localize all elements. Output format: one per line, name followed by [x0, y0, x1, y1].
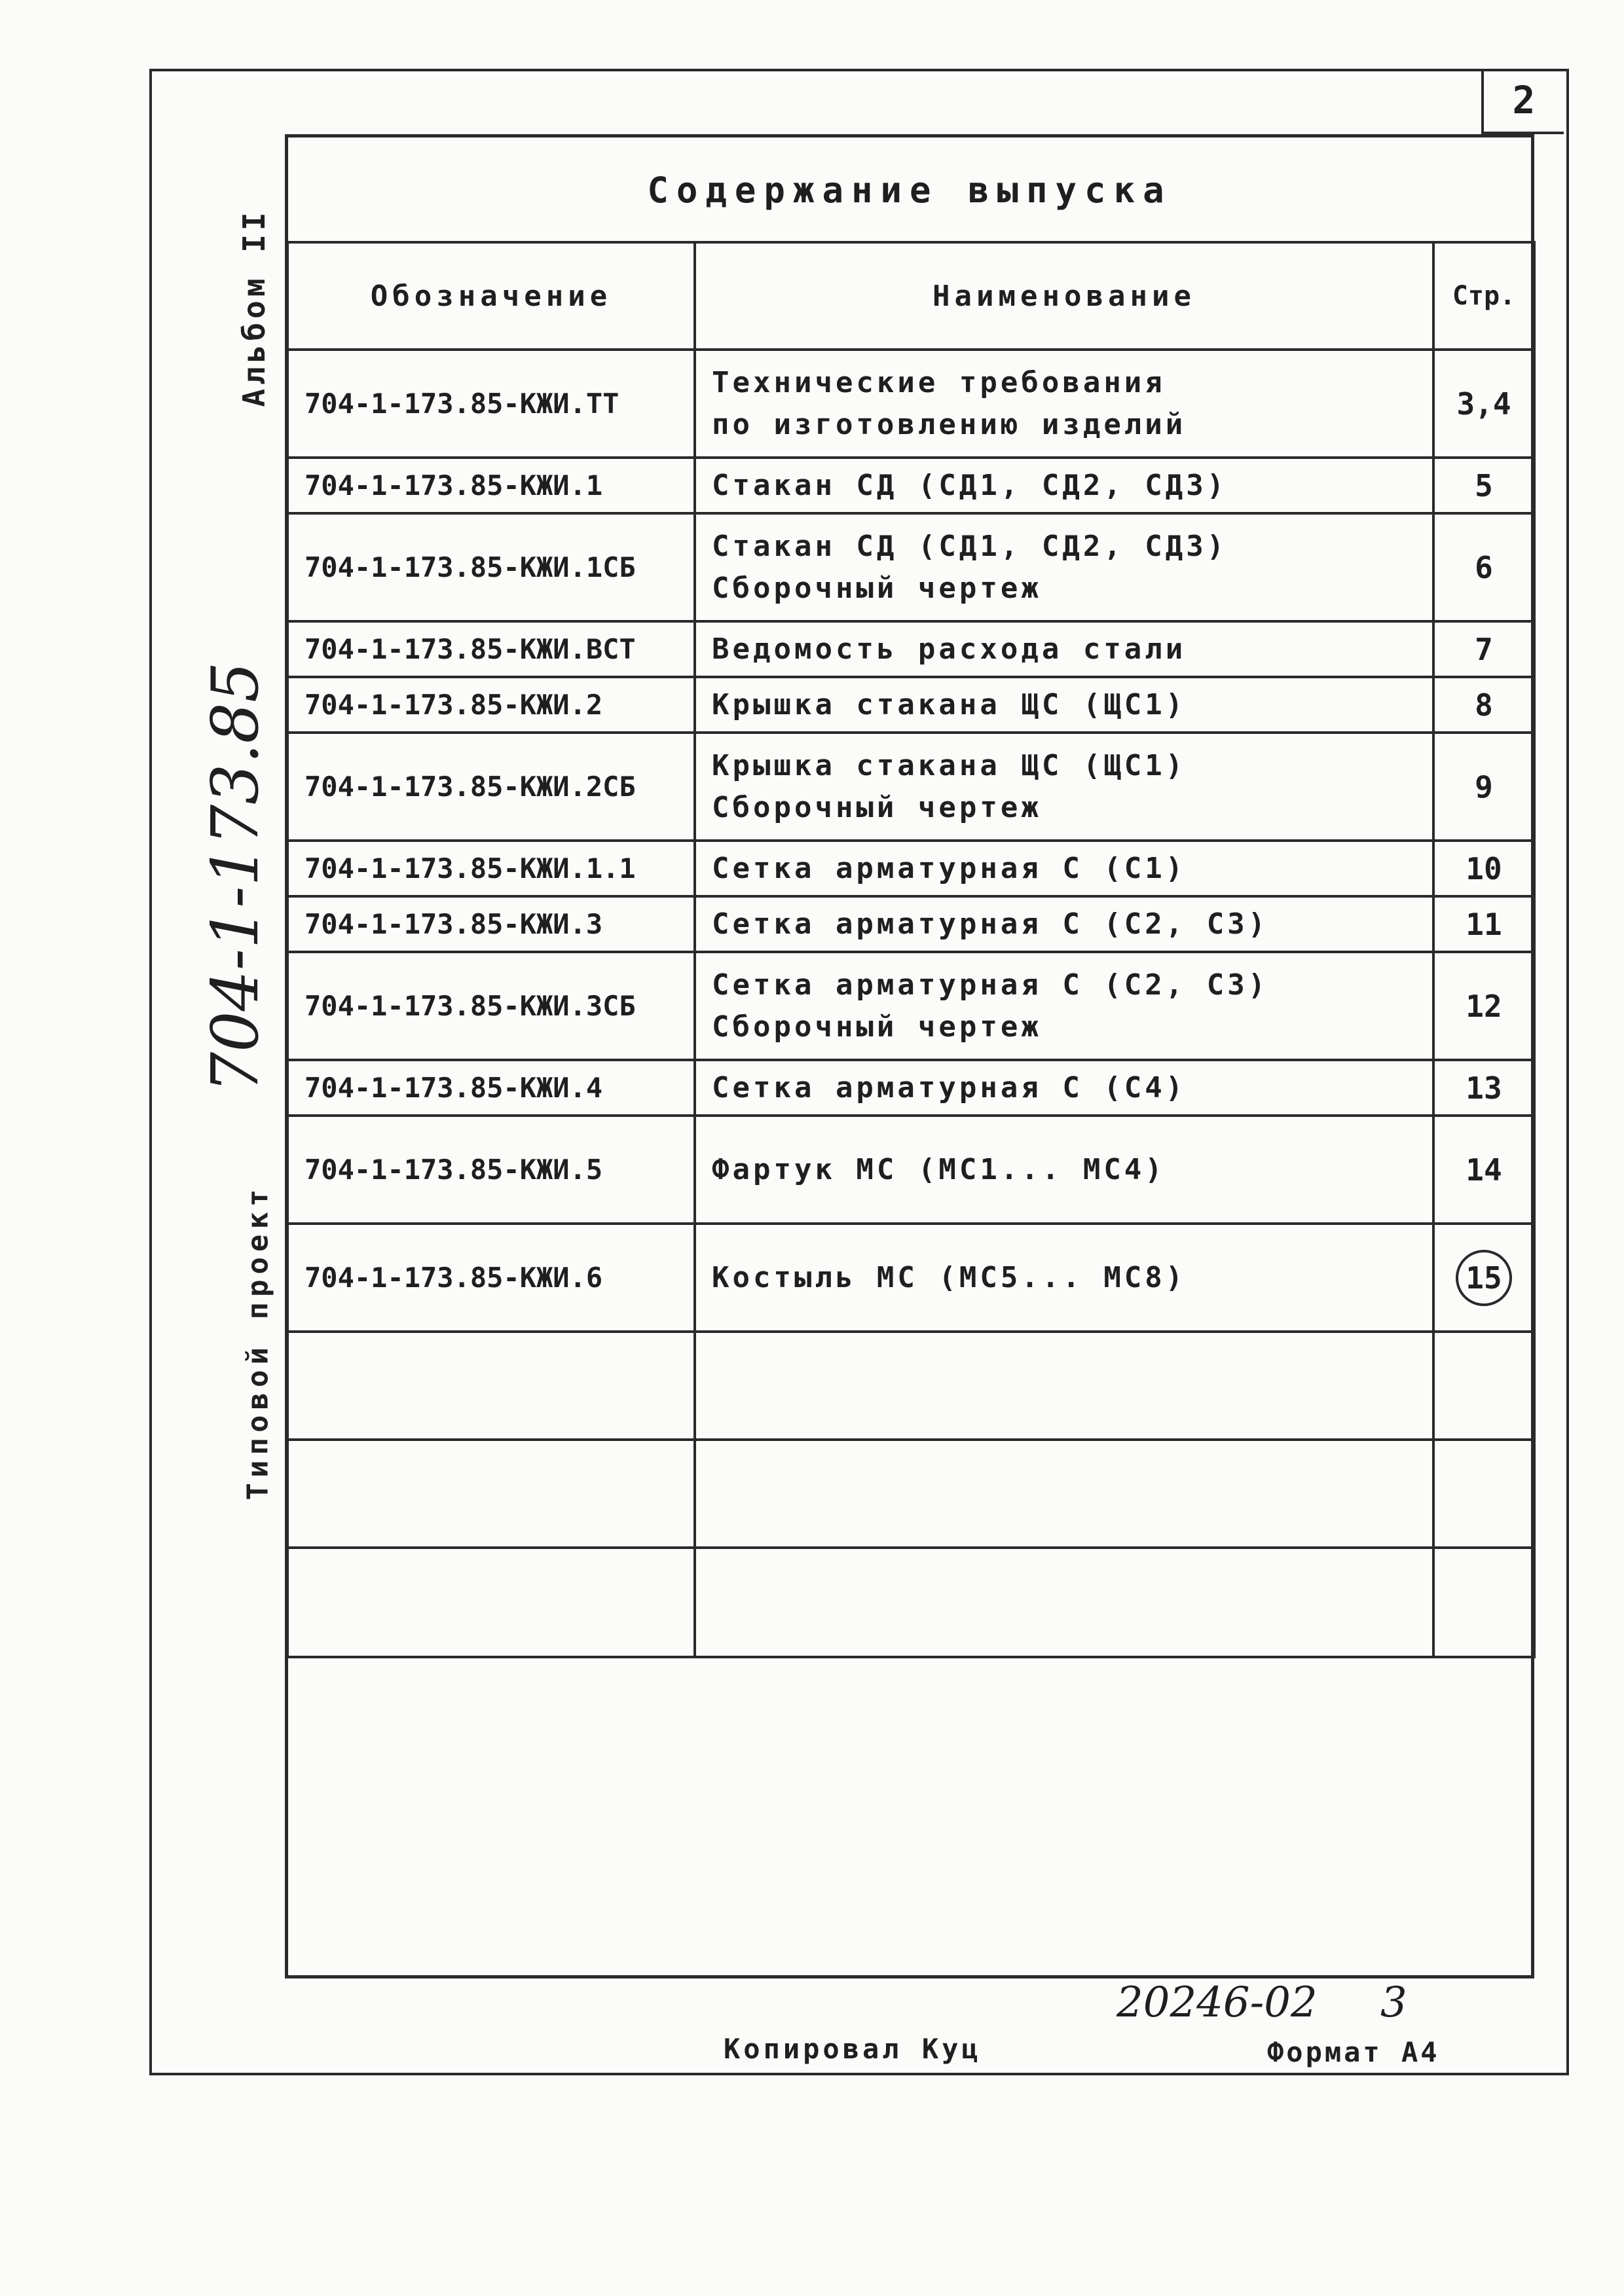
empty-cell [695, 1332, 1433, 1440]
row-name [695, 677, 1433, 733]
side-album-label: Альбом II [236, 208, 272, 407]
contents-table [286, 241, 1536, 1658]
page-number: 2 [1512, 78, 1536, 122]
table-row [287, 733, 1534, 841]
table-header-row [287, 242, 1534, 350]
row-page [1433, 841, 1534, 896]
row-page-value: 6 [1475, 549, 1493, 585]
row-page-value: 9 [1475, 769, 1493, 805]
table-row [287, 896, 1534, 952]
row-page-value: 11 [1466, 906, 1502, 942]
row-name [695, 841, 1433, 896]
empty-row [287, 1332, 1534, 1440]
row-name [695, 621, 1433, 677]
row-name-line: Сборочный чертеж [712, 1010, 1042, 1044]
row-name-line: Стакан СД (СД1, СД2, СД3) [712, 468, 1228, 502]
row-name-line: Ведомость расхода стали [712, 632, 1187, 666]
row-page [1433, 621, 1534, 677]
row-page-value: 3,4 [1456, 386, 1511, 422]
row-page [1433, 677, 1534, 733]
header-name: Наименование [695, 242, 1433, 350]
row-page-value: 8 [1475, 687, 1493, 723]
header-page: Стр. [1433, 242, 1534, 350]
row-code: 704-1-173.85-КЖИ.3СБ [287, 952, 695, 1060]
row-name-line: Крышка стакана ЩС (ЩС1) [712, 687, 1187, 721]
row-code: 704-1-173.85-КЖИ.5 [287, 1116, 695, 1224]
table-row [287, 1224, 1534, 1332]
sheet-number: 3 [1380, 1978, 1407, 2027]
row-name-line: Костыль МС (МС5... МС8) [712, 1260, 1187, 1294]
row-page-value: 7 [1475, 631, 1493, 667]
row-page [1433, 1224, 1534, 1332]
empty-row [287, 1440, 1534, 1548]
row-name-line: Крышка стакана ЩС (ЩС1) [712, 748, 1187, 782]
row-code: 704-1-173.85-КЖИ.3 [287, 896, 695, 952]
row-code: 704-1-173.85-КЖИ.4 [287, 1060, 695, 1116]
row-name-line: Сетка арматурная С (С2, С3) [712, 968, 1269, 1002]
page-number-box [1481, 69, 1564, 134]
empty-row [287, 1548, 1534, 1657]
row-page-value: 5 [1475, 467, 1493, 503]
row-code: 704-1-173.85-КЖИ.2 [287, 677, 695, 733]
side-project-type: Типовой проект [241, 1184, 275, 1501]
row-page-value: 13 [1466, 1070, 1502, 1106]
row-code: 704-1-173.85-КЖИ.1.1 [287, 841, 695, 896]
table-row [287, 621, 1534, 677]
table-row [287, 1060, 1534, 1116]
row-page [1433, 733, 1534, 841]
document-title: Содержание выпуска [647, 169, 1172, 211]
copied-by: Копировал Куц [724, 2033, 982, 2065]
row-name [695, 733, 1433, 841]
header-code: Обозначение [287, 242, 695, 350]
table-row [287, 1116, 1534, 1224]
row-name-line: Сетка арматурная С (С4) [712, 1070, 1187, 1104]
row-page-value: 14 [1466, 1152, 1502, 1188]
table-row [287, 350, 1534, 458]
empty-cell [1433, 1332, 1534, 1440]
empty-cell [1433, 1548, 1534, 1657]
row-page-value: 12 [1466, 988, 1502, 1024]
row-page [1433, 513, 1534, 621]
row-name [695, 1060, 1433, 1116]
row-page-value: 10 [1466, 850, 1502, 886]
row-name [695, 458, 1433, 513]
row-code: 704-1-173.85-КЖИ.1 [287, 458, 695, 513]
row-page [1433, 1060, 1534, 1116]
row-page [1433, 896, 1534, 952]
row-page [1433, 458, 1534, 513]
inventory-number: 20246-02 [1116, 1978, 1318, 2027]
table-row [287, 952, 1534, 1060]
row-name [695, 952, 1433, 1060]
row-page [1433, 350, 1534, 458]
table-row [287, 513, 1534, 621]
empty-cell [287, 1548, 695, 1657]
row-name [695, 1116, 1433, 1224]
paper-format: Формат А4 [1267, 2036, 1440, 2068]
row-name-line: Сборочный чертеж [712, 790, 1042, 824]
row-name-line: Сетка арматурная С (С1) [712, 851, 1187, 885]
table-row [287, 841, 1534, 896]
row-name-line: Фартук МС (МС1... МС4) [712, 1152, 1166, 1186]
row-name-line: по изготовлению изделий [712, 407, 1187, 441]
row-code: 704-1-173.85-КЖИ.6 [287, 1224, 695, 1332]
row-code: 704-1-173.85-КЖИ.2СБ [287, 733, 695, 841]
side-project-code: 704-1-173.85 [198, 661, 273, 1093]
row-code: 704-1-173.85-КЖИ.1СБ [287, 513, 695, 621]
row-page [1433, 1116, 1534, 1224]
row-page-circled: 15 [1456, 1250, 1512, 1306]
row-name-line: Сетка арматурная С (С2, С3) [712, 907, 1269, 941]
row-name [695, 896, 1433, 952]
row-name-line: Стакан СД (СД1, СД2, СД3) [712, 529, 1228, 563]
row-code: 704-1-173.85-КЖИ.ВСТ [287, 621, 695, 677]
row-code: 704-1-173.85-КЖИ.ТТ [287, 350, 695, 458]
row-name [695, 350, 1433, 458]
row-name [695, 513, 1433, 621]
empty-cell [695, 1548, 1433, 1657]
row-name [695, 1224, 1433, 1332]
empty-cell [695, 1440, 1433, 1548]
empty-cell [287, 1440, 695, 1548]
row-name-line: Технические требования [712, 365, 1166, 399]
row-name-line: Сборочный чертеж [712, 571, 1042, 605]
table-row [287, 677, 1534, 733]
row-page [1433, 952, 1534, 1060]
empty-cell [1433, 1440, 1534, 1548]
empty-cell [287, 1332, 695, 1440]
table-row [287, 458, 1534, 513]
